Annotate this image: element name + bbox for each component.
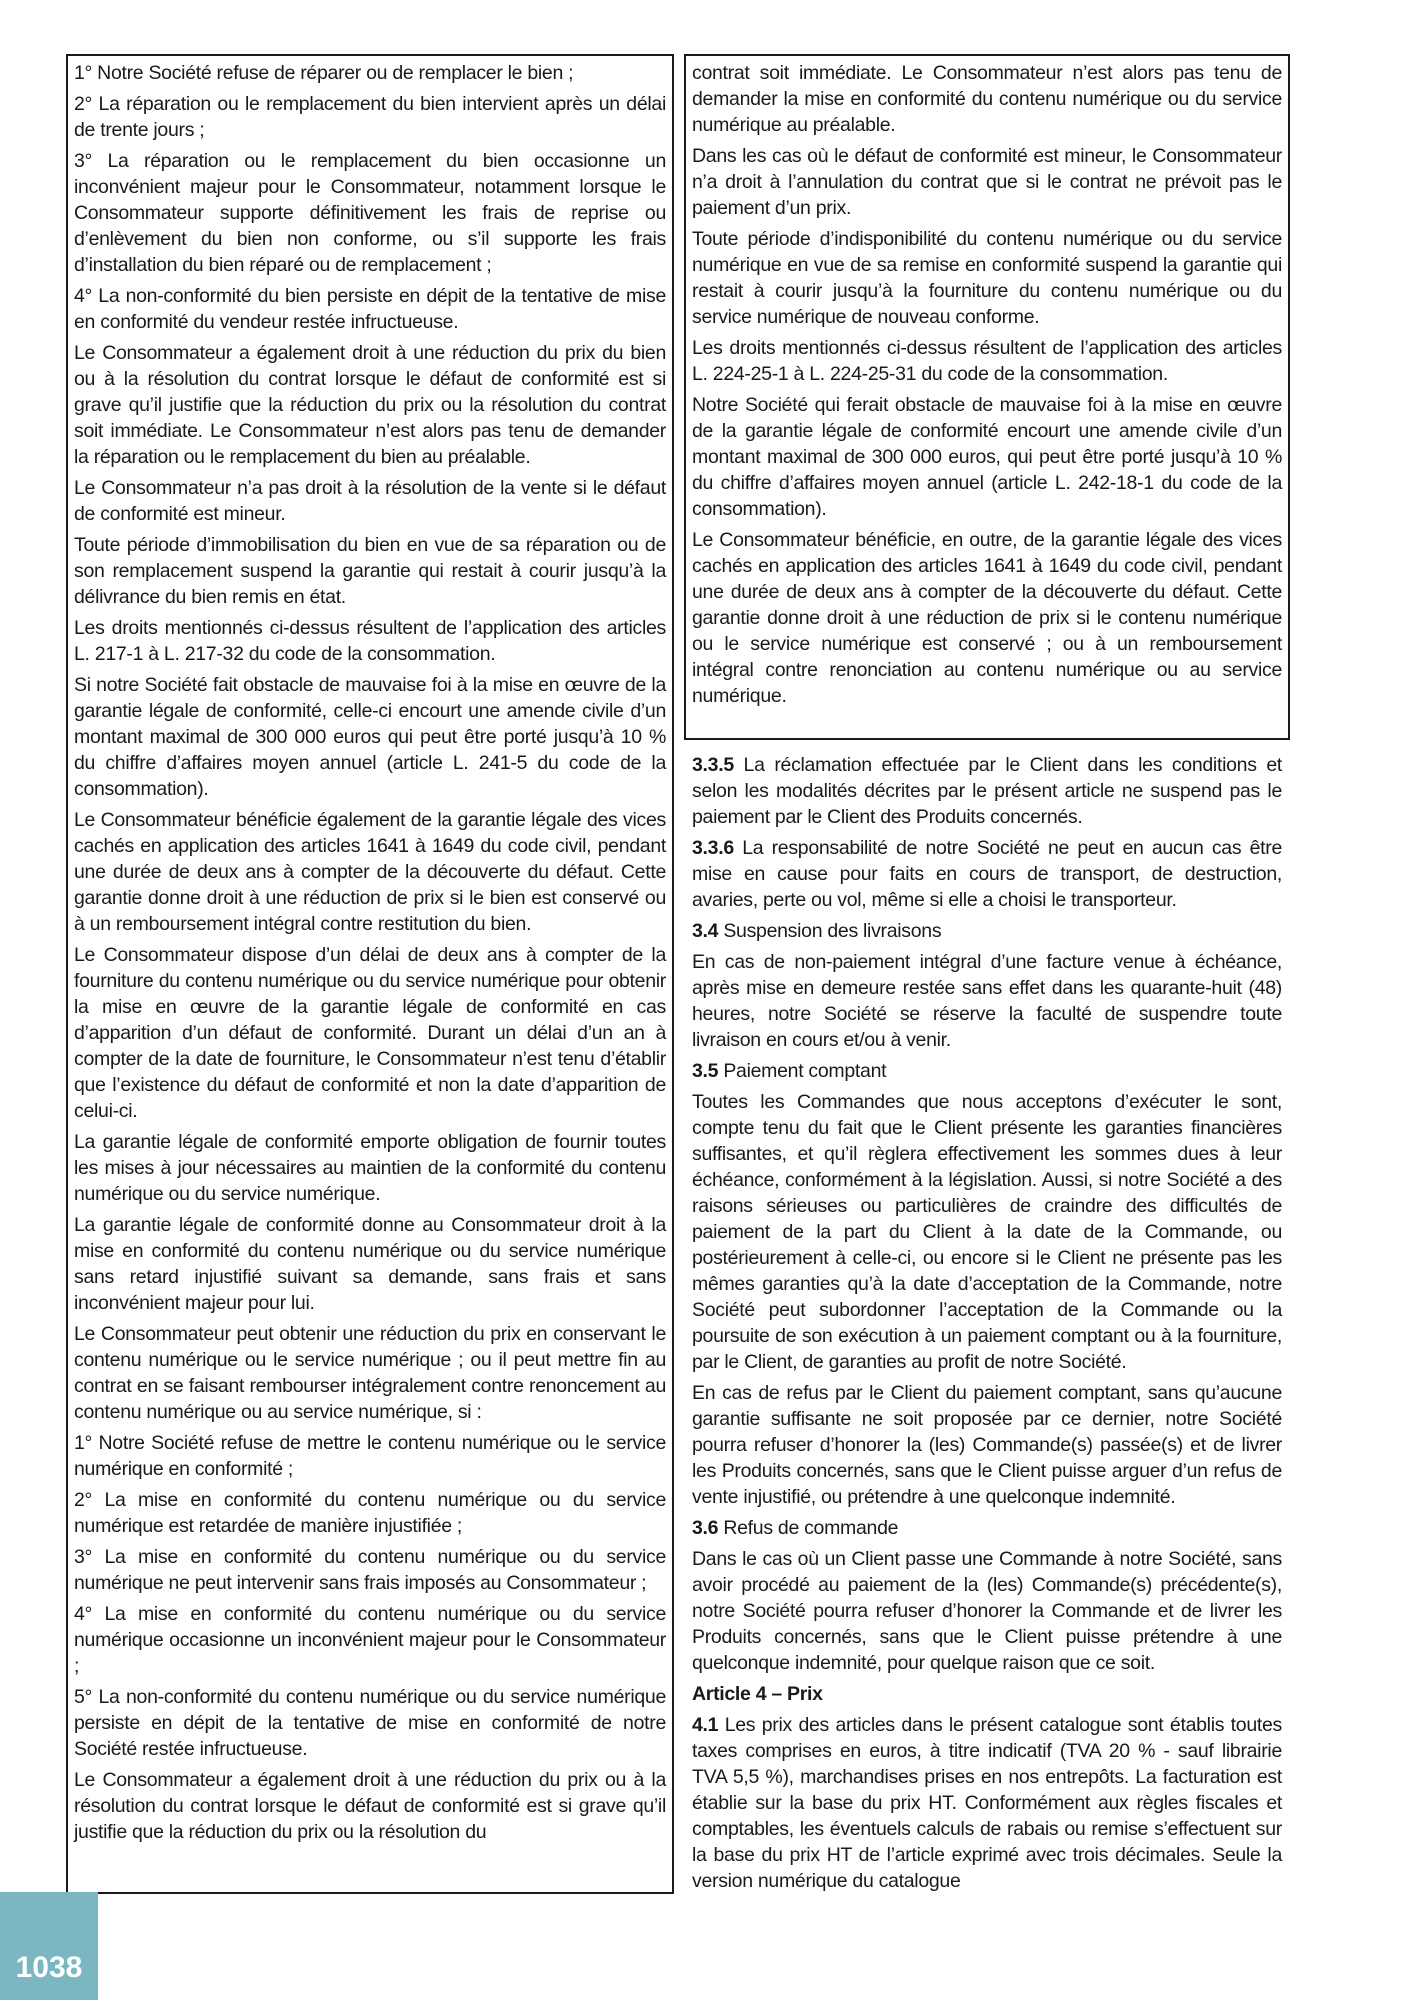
paragraph: Dans les cas où le défaut de conformité est mineur, le Consommateur n’a droit à l’annulation du contrat que si le contrat ne prévoit pas le paiement d’un prix. <box>692 145 1282 219</box>
section-3-3-6 <box>692 835 1282 913</box>
paragraph: 1° Notre Société refuse de mettre le contenu numérique ou le service numérique en conformité ; <box>74 1432 666 1480</box>
paragraph: 4° La non-conformité du bien persiste en dépit de la tentative de mise en conformité du vendeur restée infructueuse. <box>74 285 666 333</box>
paragraph: 2° La mise en conformité du contenu numérique ou du service numérique est retardée de manière injustifiée ; <box>74 1489 666 1537</box>
paragraph: 3° La réparation ou le remplacement du bien occasionne un inconvénient majeur pour le Consommateur, notamment lorsque le Consommateur supporte définitivement les frais de reprise ou d’enlèvement du bien non conforme, ou s’il supporte les frais d’installation du bien réparé ou de remplacement ; <box>74 150 666 276</box>
paragraph: Le Consommateur a également droit à une réduction du prix du bien ou à la résolution du contrat lorsque le défaut de conformité est si grave qu’il justifie que la réduction du prix ou la résolution du contrat soit immédiate. Le Consommateur n’est alors pas tenu de demander la réparation ou le remplacement du bien au préalable. <box>74 342 666 468</box>
section-number: 3.3.6 <box>692 837 734 859</box>
section-number: 4.1 <box>692 1714 719 1736</box>
paragraph: Notre Société qui ferait obstacle de mauvaise foi à la mise en œuvre de la garantie légale de conformité encourt une amende civile d’un montant maximal de 300 000 euros, qui peut être porté jusqu’à 10 % du chiffre d’affaires moyen annuel (article L. 242-18-1 du code de la consommation). <box>692 394 1282 520</box>
paragraph: La garantie légale de conformité emporte obligation de fournir toutes les mises à jour nécessaires au maintien de la conformité du contenu numérique ou du service numérique. <box>74 1131 666 1205</box>
section-number: 3.4 <box>692 920 719 942</box>
section-title: Paiement comptant <box>718 1060 887 1082</box>
paragraph: 5° La non-conformité du contenu numérique ou du service numérique persiste en dépit de la tentative de mise en conformité de notre Société restée infructueuse. <box>74 1686 666 1760</box>
section-4-1 <box>692 1712 1282 1894</box>
paragraph: 2° La réparation ou le remplacement du bien intervient après un délai de trente jours ; <box>74 93 666 141</box>
section-3-5-heading <box>692 1058 1282 1084</box>
paragraph: Le Consommateur peut obtenir une réduction du prix en conservant le contenu numérique ou le service numérique ; ou il peut mettre fin au contrat en se faisant rembourser intégralement contre renoncement au contenu numérique ou au service numérique, si : <box>74 1323 666 1423</box>
paragraph: Les droits mentionnés ci-dessus résultent de l’application des articles L. 224-25-1 à L. 224-25-31 du code de la consommation. <box>692 337 1282 385</box>
section-text: La responsabilité de notre Société ne peut en aucun cas être mise en cause pour faits en cours de transport, de destruction, avaries, perte ou vol, même si elle a choisi le transporteur. <box>692 837 1282 911</box>
page-number: 1038 <box>15 1951 83 1984</box>
paragraph: Le Consommateur bénéficie, en outre, de la garantie légale des vices cachés en application des articles 1641 à 1649 du code civil, pendant une durée de deux ans à compter de la découverte du défaut. Cette garantie donne droit à une réduction de prix si le contenu numérique ou le service numérique est conservé ; ou à un remboursement intégral contre renonciation au contenu numérique ou au service numérique. <box>692 529 1282 707</box>
right-boxed-column <box>692 60 1282 714</box>
section-3-4-heading <box>692 918 1282 944</box>
left-column <box>74 60 666 1850</box>
paragraph: Toute période d’immobilisation du bien en vue de sa réparation ou de son remplacement suspend la garantie qui restait à courir jusqu’à la délivrance du bien remis en état. <box>74 534 666 608</box>
paragraph: La garantie légale de conformité donne au Consommateur droit à la mise en conformité du contenu numérique ou du service numérique sans retard injustifié suivant sa demande, sans frais et sans inconvénient majeur pour lui. <box>74 1214 666 1314</box>
section-title: Suspension des livraisons <box>718 920 942 942</box>
section-number: 3.6 <box>692 1517 719 1539</box>
paragraph: En cas de non-paiement intégral d’une facture venue à échéance, après mise en demeure restée sans effet dans les quarante-huit (48) heures, notre Société se réserve la faculté de suspendre toute livraison en cours et/ou à venir. <box>692 951 1282 1051</box>
paragraph: Le Consommateur dispose d’un délai de deux ans à compter de la fourniture du contenu numérique ou du service numérique pour obtenir la mise en œuvre de la garantie légale de conformité en cas d’apparition d’un défaut de conformité. Durant un délai d’un an à compter de la date de fourniture, le Consommateur n’est tenu d’établir que l’existence du défaut de conformité et non la date d’apparition de celui-ci. <box>74 944 666 1122</box>
paragraph: Si notre Société fait obstacle de mauvaise foi à la mise en œuvre de la garantie légale de conformité, celle-ci encourt une amende civile d’un montant maximal de 300 000 euros qui peut être porté jusqu’à 10 % du chiffre d’affaires moyen annuel (article L. 241-5 du code de la consommation). <box>74 674 666 800</box>
section-number: 3.3.5 <box>692 754 734 776</box>
section-title: Refus de commande <box>718 1517 899 1539</box>
paragraph: 1° Notre Société refuse de réparer ou de remplacer le bien ; <box>74 62 574 84</box>
section-text: La réclamation effectuée par le Client dans les conditions et selon les modalités décrites par le présent article ne suspend pas le paiement par le Client des Produits concernés. <box>692 754 1282 828</box>
section-3-3-5 <box>692 752 1282 830</box>
paragraph: Le Consommateur a également droit à une réduction du prix ou à la résolution du contrat lorsque le défaut de conformité est si grave qu’il justifie que la réduction du prix ou la résolution du <box>74 1769 666 1843</box>
article-4-heading: Article 4 – Prix <box>692 1683 823 1705</box>
paragraph: contrat soit immédiate. Le Consommateur n’est alors pas tenu de demander la mise en conformité du contenu numérique ou du service numérique au préalable. <box>692 62 1282 136</box>
section-number: 3.5 <box>692 1060 719 1082</box>
paragraph: 4° La mise en conformité du contenu numérique ou du service numérique occasionne un inconvénient majeur pour le Consommateur ; <box>74 1603 666 1677</box>
paragraph: 3° La mise en conformité du contenu numérique ou du service numérique ne peut intervenir sans frais imposés au Consommateur ; <box>74 1546 666 1594</box>
paragraph: Toutes les Commandes que nous acceptons d’exécuter le sont, compte tenu du fait que le Client présente les garanties financières suffisantes, et qu’il règlera effectivement les sommes dues à leur échéance, conformément à la législation. Aussi, si notre Société a des raisons sérieuses ou particulières de craindre des difficultés de paiement de la part du Client à la date de la Commande, ou postérieurement à celle-ci, ou encore si le Client ne présente pas les mêmes garanties qu’à la date d’acceptation de la Commande, notre Société peut subordonner l’acceptation de la Commande ou la poursuite de son exécution à un paiement comptant ou à la fourniture, par le Client, de garanties au profit de notre Société. <box>692 1091 1282 1373</box>
paragraph: Les droits mentionnés ci-dessus résultent de l’application des articles L. 217-1 à L. 217-32 du code de la consommation. <box>74 617 666 665</box>
right-column <box>692 752 1282 1899</box>
paragraph: Toute période d’indisponibilité du contenu numérique ou du service numérique en vue de sa remise en conformité suspend la garantie qui restait à courir jusqu’à la fourniture du contenu numérique ou du service numérique de nouveau conforme. <box>692 228 1282 328</box>
paragraph: En cas de refus par le Client du paiement comptant, sans qu’aucune garantie suffisante ne soit proposée par ce dernier, notre Société pourra refuser d’honorer la (les) Commande(s) passée(s) et de livrer les Produits concernés, sans que le Client puisse arguer d’un refus de vente injustifié, ou prétendre à une quelconque indemnité. <box>692 1382 1282 1508</box>
paragraph: Le Consommateur bénéficie également de la garantie légale des vices cachés en application des articles 1641 à 1649 du code civil, pendant une durée de deux ans à compter de la découverte du défaut. Cette garantie donne droit à une réduction de prix si le bien est conservé ou à un remboursement intégral contre restitution du bien. <box>74 809 666 935</box>
paragraph: Le Consommateur n’a pas droit à la résolution de la vente si le défaut de conformité est mineur. <box>74 477 666 525</box>
section-text: Les prix des articles dans le présent catalogue sont établis toutes taxes comprises en euros, à titre indicatif (TVA 20 % - sauf librairie TVA 5,5 %), marchandises prises en nos entrepôts. La facturation est établie sur la base du prix HT. Conformément aux règles fiscales et comptables, les éventuels calculs de rabais ou remise s’effectuent sur la base du prix HT de l’article exprimé avec trois décimales. Seule la version numérique du catalogue <box>692 1714 1282 1892</box>
paragraph: Dans le cas où un Client passe une Commande à notre Société, sans avoir procédé au paiement de la (les) Commande(s) précédente(s), notre Société pourra refuser d’honorer la Commande et de livrer les Produits concernés, sans que le Client puisse prétendre à une quelconque indemnité, pour quelque raison que ce soit. <box>692 1548 1282 1674</box>
section-3-6-heading <box>692 1515 1282 1541</box>
